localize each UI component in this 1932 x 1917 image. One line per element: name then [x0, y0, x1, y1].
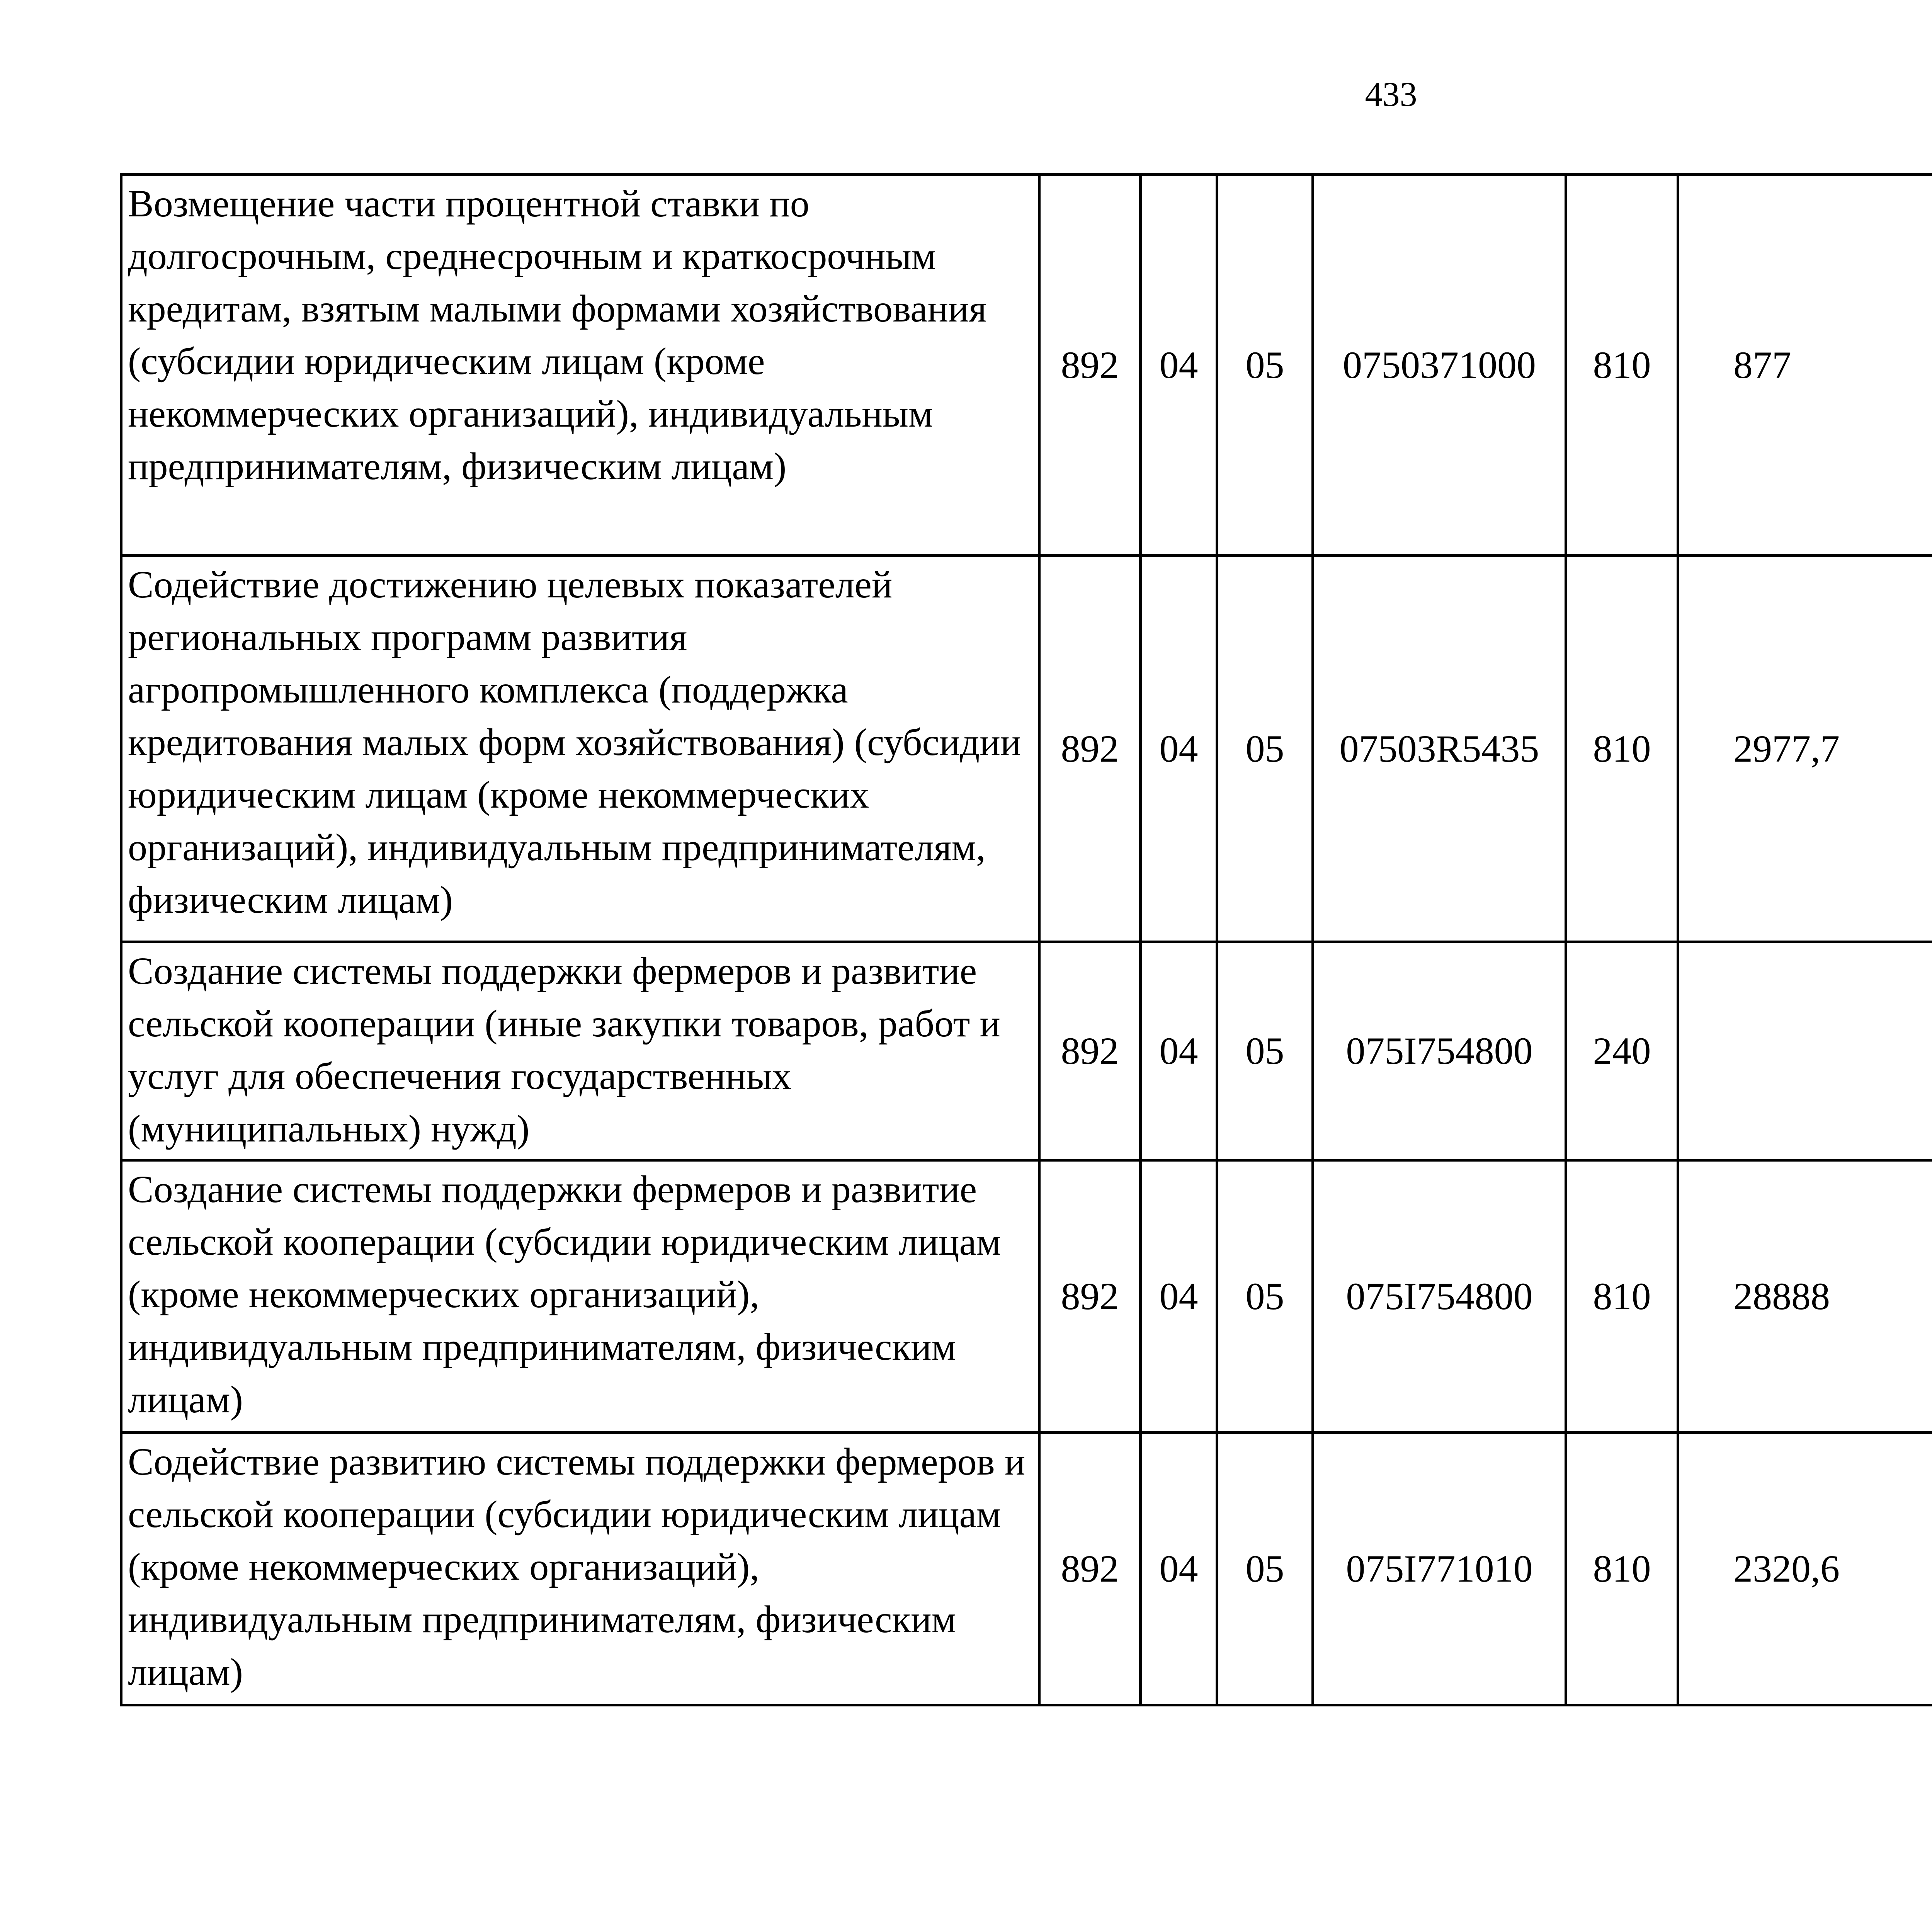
expense-type-code: 810	[1566, 1160, 1678, 1433]
section-code: 04	[1141, 1433, 1217, 1705]
row-description: Создание системы поддержки фермеров и развитие сельской кооперации (иные закупки товаров, работ и услуг для обеспечения государственных (муниципальных) нужд)	[121, 942, 1039, 1160]
row-description: Содействие достижению целевых показателей региональных программ развития агропромышленного комплекса (поддержка кредитования малых форм хозяйствования) (субсидии юридическим лицам (кроме некоммерческих организаций), индивидуальным предпринимателям, физическим лицам)	[121, 556, 1039, 942]
table-row	[121, 175, 1932, 556]
ministry-code: 892	[1039, 1160, 1141, 1433]
target-article-code: 0750371000	[1313, 175, 1566, 556]
subsection-code: 05	[1217, 942, 1313, 1160]
target-article-code: 07503R5435	[1313, 556, 1566, 942]
expense-type-code: 810	[1566, 1433, 1678, 1705]
row-description: Создание системы поддержки фермеров и развитие сельской кооперации (субсидии юридическим лицам (кроме некоммерческих организаций), индивидуальным предпринимателям, физическим лицам)	[121, 1160, 1039, 1433]
row-description: Содействие развитию системы поддержки фермеров и сельской кооперации (субсидии юридическим лицам (кроме некоммерческих организаций), индивидуальным предпринимателям, физическим лицам)	[121, 1433, 1039, 1705]
amount-1: 28888	[1678, 1160, 1932, 1433]
subsection-code: 05	[1217, 175, 1313, 556]
table-row	[121, 556, 1932, 942]
table-row	[121, 1160, 1932, 1433]
amount-1: 2977,7	[1678, 556, 1932, 942]
ministry-code: 892	[1039, 175, 1141, 556]
amount-1	[1678, 942, 1932, 1160]
subsection-code: 05	[1217, 1160, 1313, 1433]
section-code: 04	[1141, 1160, 1217, 1433]
expense-type-code: 810	[1566, 556, 1678, 942]
subsection-code: 05	[1217, 1433, 1313, 1705]
expense-type-code: 810	[1566, 175, 1678, 556]
expense-type-code: 240	[1566, 942, 1678, 1160]
row-description: Возмещение части процентной ставки по долгосрочным, среднесрочным и краткосрочным кредитам, взятым малыми формами хозяйствования (субсидии юридическим лицам (кроме некоммерческих организаций), индивидуальным предпринимателям, физическим лицам)	[121, 175, 1039, 556]
table-row	[121, 1433, 1932, 1705]
ministry-code: 892	[1039, 942, 1141, 1160]
ministry-code: 892	[1039, 556, 1141, 942]
target-article-code: 075I754800	[1313, 942, 1566, 1160]
amount-1: 877	[1678, 175, 1932, 556]
section-code: 04	[1141, 175, 1217, 556]
target-article-code: 075I771010	[1313, 1433, 1566, 1705]
section-code: 04	[1141, 556, 1217, 942]
budget-table	[120, 173, 1932, 1706]
page-number: 433	[1365, 75, 1417, 114]
ministry-code: 892	[1039, 1433, 1141, 1705]
amount-1: 2320,6	[1678, 1433, 1932, 1705]
table-row	[121, 942, 1932, 1160]
target-article-code: 075I754800	[1313, 1160, 1566, 1433]
section-code: 04	[1141, 942, 1217, 1160]
subsection-code: 05	[1217, 556, 1313, 942]
